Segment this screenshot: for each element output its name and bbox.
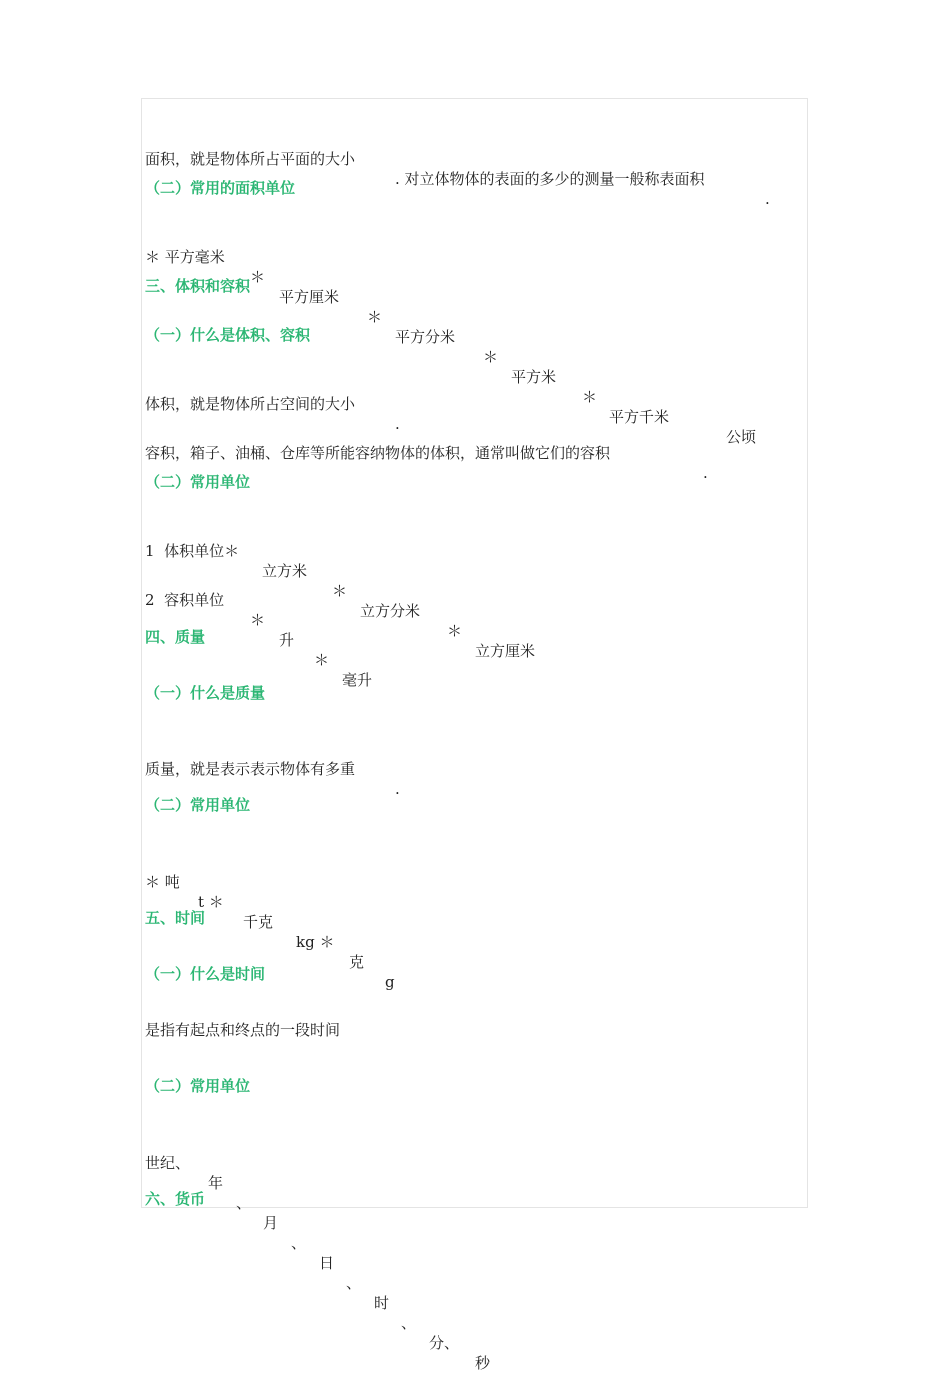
section-currency-heading: 六、货币	[145, 1190, 206, 1208]
bullet-star: ＊	[314, 651, 330, 669]
mass-definition-heading: （一）什么是质量	[145, 684, 266, 702]
section-mass-heading: 四、质量	[145, 628, 206, 646]
capacity-units-label: 2 容积单位	[145, 591, 225, 609]
unit-hectare: 公顷	[726, 428, 757, 446]
unit-month: 月	[263, 1214, 279, 1232]
unit-century: 世纪、	[145, 1154, 191, 1172]
separator-comma: 、	[291, 1234, 307, 1252]
volume-units-label: 1 体积单位＊	[145, 542, 240, 560]
volume-definition-text: 体积，就是物体所占空间的大小	[145, 395, 356, 413]
unit-kilogram-symbol: kg ＊	[296, 933, 335, 951]
unit-gram-symbol: g	[385, 973, 395, 991]
document-page	[141, 98, 808, 1372]
separator-comma: 、	[236, 1194, 252, 1212]
bullet-star: ＊	[483, 348, 499, 366]
unit-cubic-decimeter: 立方分米	[360, 602, 421, 620]
unit-ton: ＊ 吨	[145, 873, 180, 891]
bullet-star: ＊	[367, 308, 383, 326]
unit-square-meter: 平方米	[511, 368, 557, 386]
period-mark: .	[765, 190, 770, 208]
period-mark: .	[703, 464, 708, 482]
separator-comma: 、	[401, 1314, 417, 1332]
unit-square-millimeter: ＊ 平方毫米	[145, 248, 225, 266]
separator-comma: 、	[346, 1274, 362, 1292]
bullet-star: ＊	[332, 582, 348, 600]
period-mark: .	[395, 415, 400, 433]
unit-liter: 升	[279, 631, 295, 649]
unit-gram: 克	[349, 953, 365, 971]
unit-second: 秒	[475, 1354, 491, 1372]
section-time-heading: 五、时间	[145, 909, 206, 927]
time-units-heading: （二）常用单位	[145, 1077, 251, 1095]
unit-hour: 时	[374, 1294, 390, 1312]
bullet-star: ＊	[250, 268, 266, 286]
unit-square-kilometer: 平方千米	[609, 408, 670, 426]
unit-cubic-centimeter: 立方厘米	[475, 642, 536, 660]
time-definition-heading: （一）什么是时间	[145, 965, 266, 983]
unit-ton-symbol: t ＊	[198, 893, 224, 911]
unit-kilogram: 千克	[243, 913, 274, 931]
area-definition-text: 面积，就是物体所占平面的大小	[145, 150, 356, 168]
unit-cubic-meter: 立方米	[262, 562, 308, 580]
mass-definition-text: 质量，就是表示表示物体有多重	[145, 760, 356, 778]
unit-year: 年	[208, 1174, 224, 1192]
bullet-star: ＊	[447, 622, 463, 640]
surface-area-text: . 对立体物体的表面的多少的测量一般称表面积	[395, 170, 705, 188]
section-volume-heading: 三、体积和容积	[145, 277, 251, 295]
bullet-star: ＊	[250, 611, 266, 629]
mass-units-heading: （二）常用单位	[145, 796, 251, 814]
capacity-definition-text: 容积，箱子、油桶、仓库等所能容纳物体的体积，通常叫做它们的容积	[145, 444, 611, 462]
bullet-star: ＊	[582, 388, 598, 406]
time-definition-text: 是指有起点和终点的一段时间	[145, 1021, 341, 1039]
unit-square-centimeter: 平方厘米	[279, 288, 340, 306]
unit-milliliter: 毫升	[342, 671, 373, 689]
area-units-heading: （二）常用的面积单位	[145, 179, 296, 197]
volume-units-heading: （二）常用单位	[145, 473, 251, 491]
period-mark: .	[395, 780, 400, 798]
mass-definition-line	[142, 739, 807, 798]
volume-definition-heading: （一）什么是体积、容积	[145, 326, 311, 344]
unit-minute: 分、	[429, 1334, 460, 1352]
unit-square-decimeter: 平方分米	[395, 328, 456, 346]
unit-day: 日	[319, 1254, 335, 1272]
